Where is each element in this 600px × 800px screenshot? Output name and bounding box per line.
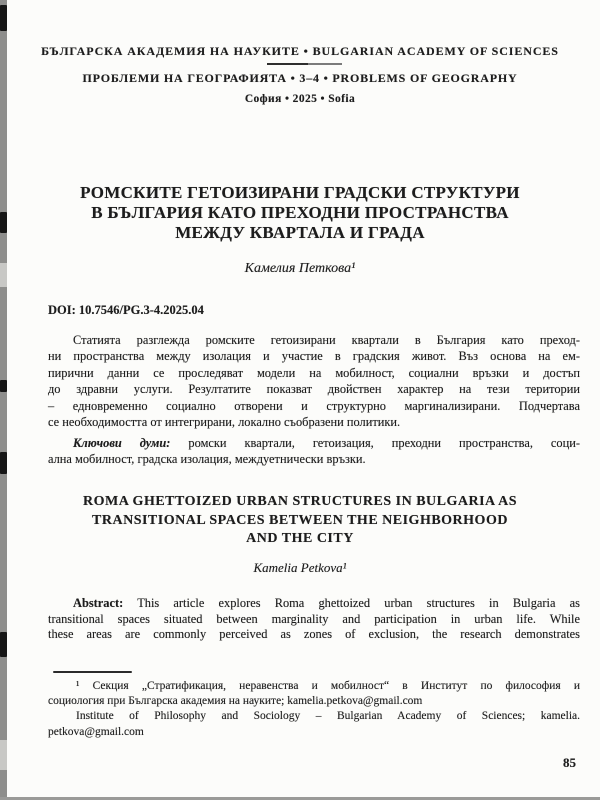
scan-edge-mark bbox=[0, 212, 7, 233]
scan-edge-mark bbox=[0, 632, 7, 657]
scan-edge-strip bbox=[0, 0, 7, 800]
journal-header-line1: БЪЛГАРСКА АКАДЕМИЯ НА НАУКИТЕ • BULGARIAN ACADEMY OF SCIENCES bbox=[41, 44, 559, 58]
scan-edge-mark bbox=[0, 5, 7, 31]
abstract-en: Abstract: This article explores Roma ghettoized urban structures in Bulgaria as transitional spaces situated between marginality and participation in urban life. While these areas are commonly perceived as zones of exclusion, the research demonstrates bbox=[48, 596, 580, 642]
author-name-bg: Камелия Петкова¹ bbox=[244, 261, 356, 276]
footnote-text: ¹ Секция „Стратификация, неравенства и мобилност“ в Институт по философия и социология при Българска академия на науките; kamelia.petkova@gmail.com Institute of Philosophy and Sociology – Bulgarian Academy of Sciences; kamelia. petkova@gmail.com bbox=[48, 680, 580, 738]
scan-underline-artifact bbox=[267, 63, 342, 65]
scan-edge-mark bbox=[0, 452, 7, 474]
scan-edge-gap bbox=[0, 740, 7, 770]
scan-edge-mark bbox=[0, 380, 7, 392]
scan-edge-gap bbox=[0, 263, 7, 287]
author-name-en: Kamelia Petkova¹ bbox=[253, 560, 347, 575]
article-title-en: ROMA GHETTOIZED URBAN STRUCTURES IN BULGARIA AS TRANSITIONAL SPACES BETWEEN THE NEIGHBORHOOD AND THE CITY bbox=[83, 494, 517, 546]
page-number: 85 bbox=[563, 755, 576, 770]
footnote-rule bbox=[53, 671, 132, 673]
doi-line: DOI: 10.7546/PG.3-4.2025.04 bbox=[48, 303, 204, 317]
abstract-bg: Статията разглежда ромските гетоизирани квартали в България като преход- ни пространства между изолация и участие в градския живот. Въз основа на ем- пирични данни се проследяват модели на мобилност, социални връзки и достъп до здравни услуги. Резултатите показват двойствен характер на тези територии – едновременно социално отворени и структурно маргинализирани. Подчертава се необходимостта от интегрирани, локално съобразени политики. bbox=[48, 333, 580, 430]
article-title-bg: РОМСКИТЕ ГЕТОИЗИРАНИ ГРАДСКИ СТРУКТУРИ В БЪЛГАРИЯ КАТО ПРЕХОДНИ ПРОСТРАНСТВА МЕЖДУ КВАРТАЛА И ГРАДА bbox=[80, 183, 520, 242]
journal-header-line2: ПРОБЛЕМИ НА ГЕОГРАФИЯТА • 3–4 • PROBLEMS OF GEOGRAPHY bbox=[82, 71, 518, 85]
journal-header-line3: София • 2025 • Sofia bbox=[244, 93, 356, 105]
keywords-bg: Ключови думи: ромски квартали, гетоизация, преходни пространства, соци- ална мобилност, градска изолация, междуетнически връзки. bbox=[48, 436, 580, 467]
